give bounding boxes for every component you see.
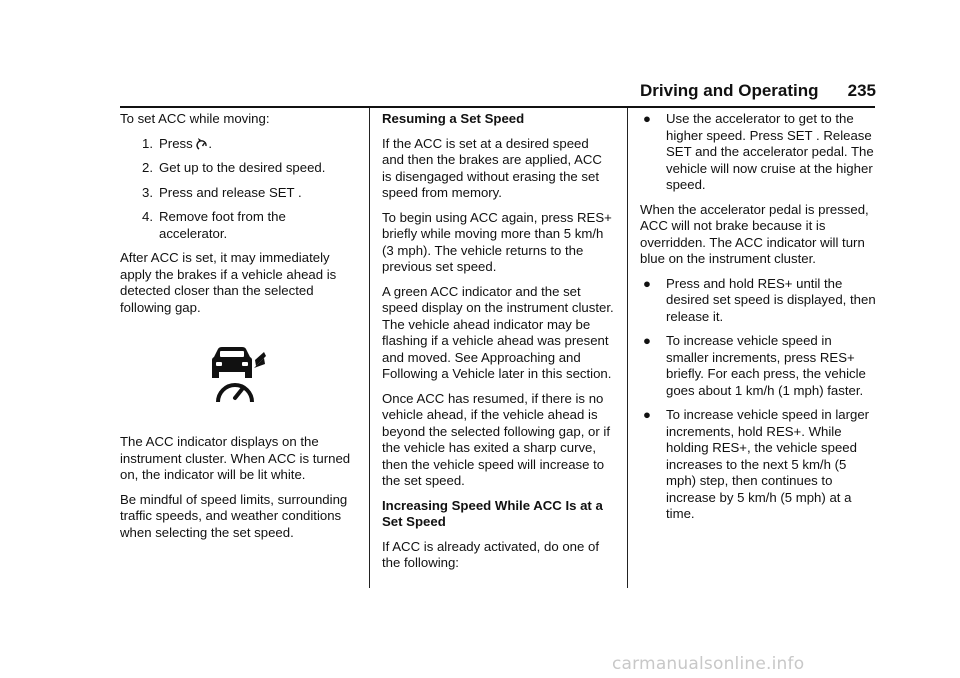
heading-increase: Increasing Speed While ACC Is at a Set Speed [382, 497, 603, 529]
step-4 [120, 209, 354, 242]
step-number: 3. [142, 184, 153, 200]
step-number: 4. [142, 209, 153, 224]
bullet-text: To increase vehicle speed in larger increments, hold RES+. While holding RES+, the vehicle speed increases to the next 5 km/h (5 mph) step, then continues to increase by 5 km/h (5 mph) at a time. [666, 407, 870, 521]
step-text: Get up to the desired speed. [159, 160, 326, 175]
paragraph-increase-intro: If ACC is already activated, do one of the following: [382, 538, 599, 570]
paragraph-after-set: After ACC is set, it may immediately apply the brakes if a vehicle ahead is detected closer than the selected following gap. [120, 250, 337, 315]
step-text: Remove foot from the accelerator. [159, 209, 286, 241]
step-number: 1. [142, 135, 153, 151]
bullet-item [640, 407, 876, 523]
header-rule [120, 106, 875, 108]
acc-button-icon [196, 137, 208, 150]
step-2 [120, 160, 354, 177]
paragraph-resume-4: Once ACC has resumed, if there is no vehicle ahead, if the vehicle ahead is beyond the selected following gap, or if the vehicle has exited a sharp curve, then the vehicle speed will increase to the set speed. [382, 390, 610, 488]
bullet-text: To increase vehicle speed in smaller increments, press RES+ briefly. For each press, the vehicle goes about 1 km/h (1 mph) faster. [666, 333, 866, 398]
step-number: 2. [142, 160, 153, 175]
step-1 [120, 136, 354, 153]
bullet-item [640, 276, 876, 326]
acc-car-speedometer-icon [208, 346, 268, 404]
page-number: 235 [847, 81, 876, 100]
intro-text: To set ACC while moving: [120, 111, 270, 126]
step-text: Press and release SET . [159, 184, 302, 200]
bullet-item [640, 111, 876, 194]
bullet-dot-icon: ● [643, 111, 651, 126]
column-1 [120, 111, 354, 549]
bullet-followup: When the accelerator pedal is pressed, ACC will not brake because it is overridden. The ACC indicator will turn blue on the instrument cluster. [640, 201, 869, 266]
bullet-dot-icon: ● [643, 407, 651, 422]
paragraph-resume-1: If the ACC is set at a desired speed and then the brakes are applied, ACC is disengaged without erasing the set speed from memory. [382, 135, 602, 200]
column-divider-2 [627, 108, 628, 588]
bullet-item [640, 333, 876, 399]
paragraph-indicator: The ACC indicator displays on the instrument cluster. When ACC is turned on, the indicator will be lit white. [120, 434, 351, 482]
column-divider-1 [369, 108, 370, 588]
heading-resume: Resuming a Set Speed [382, 111, 525, 126]
bullet-text: Use the accelerator to get to the higher speed. Press SET . Release SET and the accelerator pedal. The vehicle will now cruise at the higher speed. [666, 111, 874, 192]
bullet-dot-icon: ● [643, 275, 651, 291]
paragraph-mindful: Be mindful of speed limits, surrounding traffic speeds, and weather conditions when selecting the set speed. [120, 491, 348, 540]
watermark: carmanualsonline.info [612, 654, 805, 674]
bullet-dot-icon: ● [643, 333, 651, 348]
paragraph-resume-3: A green ACC indicator and the set speed display on the instrument cluster. The vehicle ahead indicator may be flashing if a vehicle ahead was present and moved. See Approaching and Following a Vehicle later in this section. [382, 283, 614, 381]
step-text: Press [159, 135, 197, 151]
column-3 [640, 111, 876, 531]
section-title: Driving and Operating [640, 81, 819, 100]
column-2 [382, 111, 614, 580]
paragraph-resume-2: To begin using ACC again, press RES+ briefly while moving more than 5 km/h (3 mph). The vehicle returns to the previous set speed. [382, 209, 612, 274]
step-text-end: . [208, 135, 213, 151]
bullet-text: Press and hold RES+ until the desired set speed is displayed, then release it. [666, 275, 876, 324]
step-3 [120, 185, 354, 202]
page-header [640, 81, 876, 101]
